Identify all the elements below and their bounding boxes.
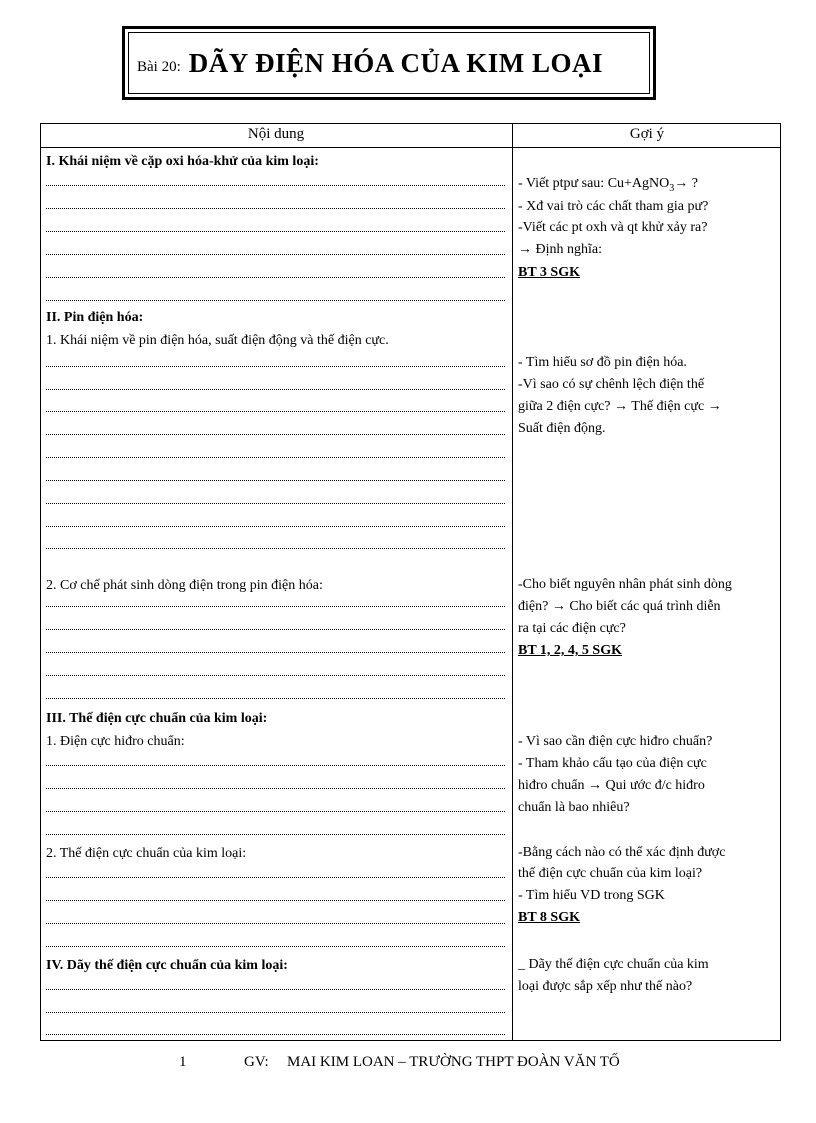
- hint-line: - Xđ vai trò các chất tham gia pư?: [518, 199, 709, 214]
- writing-line: [46, 185, 505, 186]
- section-4-heading: IV. Dãy thế điện cực chuẩn của kim loại:: [46, 958, 288, 973]
- writing-line: [46, 606, 505, 607]
- writing-line: [46, 923, 505, 924]
- hint-line: - Viết ptpư sau: Cu+AgNO$_3$→ ?: [518, 176, 698, 194]
- writing-line: [46, 526, 505, 527]
- writing-line: [46, 900, 505, 901]
- title-frame: [128, 32, 650, 94]
- footer-author: MAI KIM LOAN – TRƯỜNG THPT ĐOÀN VĂN TỐ: [287, 1054, 620, 1070]
- hint-line: -Vì sao có sự chênh lệch điện thế: [518, 377, 705, 392]
- hint-line: _ Dãy thế điện cực chuẩn của kim: [518, 957, 709, 972]
- section-2-heading: II. Pin điện hóa:: [46, 310, 144, 325]
- writing-line: [46, 1012, 505, 1013]
- writing-line: [46, 788, 505, 789]
- writing-line: [46, 300, 505, 301]
- writing-line: [46, 811, 505, 812]
- writing-line: [46, 946, 505, 947]
- writing-line: [46, 698, 505, 699]
- section-2-1-heading: 1. Khái niệm về pin điện hóa, suất điện động và thế điện cực.: [46, 333, 389, 348]
- writing-line: [46, 389, 505, 390]
- exercise-ref: BT 3 SGK: [518, 265, 580, 280]
- page-number: 1: [179, 1054, 187, 1070]
- writing-line: [46, 765, 505, 766]
- writing-line: [46, 989, 505, 990]
- header-content: Nội dung: [247, 126, 305, 142]
- writing-line: [46, 208, 505, 209]
- exercise-ref: BT 8 SGK: [518, 910, 580, 925]
- writing-line: [46, 480, 505, 481]
- arrow-icon: →: [674, 176, 689, 191]
- writing-line: [46, 548, 505, 549]
- header-hint: Gợi ý: [629, 126, 665, 142]
- writing-line: [46, 629, 505, 630]
- hint-line: -Bằng cách nào có thể xác định được: [518, 845, 726, 860]
- header-divider: [40, 147, 781, 148]
- hint-line: loại được sắp xếp như thế nào?: [518, 979, 693, 994]
- hint-line: - Tìm hiểu VD trong SGK: [518, 888, 665, 903]
- column-divider: [512, 123, 513, 1041]
- exercise-ref: BT 1, 2, 4, 5 SGK: [518, 643, 622, 658]
- section-2-2-heading: 2. Cơ chế phát sinh dòng điện trong pin điện hóa:: [46, 578, 323, 593]
- writing-line: [46, 277, 505, 278]
- arrow-icon: →: [587, 778, 602, 793]
- hint-line: - Vì sao cần điện cực hiđro chuẩn?: [518, 734, 713, 749]
- hint-line: điện? → Cho biết các quá trình diễn: [518, 599, 721, 614]
- hint-line: -Cho biết nguyên nhân phát sinh dòng: [518, 577, 732, 592]
- arrow-icon: →: [518, 242, 532, 257]
- writing-line: [46, 877, 505, 878]
- hint-line: - Tìm hiểu sơ đồ pin điện hóa.: [518, 355, 687, 370]
- section-3-heading: III. Thế điện cực chuẩn của kim loại:: [46, 711, 268, 726]
- writing-line: [46, 1034, 505, 1035]
- hint-line: chuẩn là bao nhiêu?: [518, 800, 630, 815]
- writing-line: [46, 457, 505, 458]
- hint-line: - Tham khảo cấu tạo của điện cực: [518, 756, 707, 771]
- section-3-1-heading: 1. Điện cực hiđro chuẩn:: [46, 734, 185, 749]
- writing-line: [46, 231, 505, 232]
- writing-line: [46, 652, 505, 653]
- section-1-heading: I. Khái niệm về cặp oxi hóa-khử của kim loại:: [46, 154, 319, 169]
- hint-line: Suất điện động.: [518, 421, 606, 436]
- lesson-number: Bài 20:: [137, 58, 181, 75]
- arrow-icon: →: [707, 399, 722, 414]
- writing-line: [46, 366, 505, 367]
- section-3-2-heading: 2. Thế điện cực chuẩn của kim loại:: [46, 846, 247, 861]
- hint-line: giữa 2 điện cực? → Thế điện cực →: [518, 399, 722, 414]
- hint-line: thế điện cực chuẩn của kim loại?: [518, 866, 703, 881]
- hint-line: → Định nghĩa:: [518, 242, 602, 257]
- arrow-icon: →: [551, 599, 566, 614]
- writing-line: [46, 254, 505, 255]
- hint-line: hiđro chuẩn → Qui ước đ/c hiđro: [518, 778, 705, 793]
- arrow-icon: →: [614, 399, 629, 414]
- hint-line: -Viết các pt oxh và qt khử xảy ra?: [518, 220, 708, 235]
- footer-gv-label: GV:: [244, 1054, 269, 1070]
- hint-line: ra tại các điện cực?: [518, 621, 626, 636]
- lesson-title: DÃY ĐIỆN HÓA CỦA KIM LOẠI: [188, 47, 604, 78]
- writing-line: [46, 503, 505, 504]
- writing-line: [46, 434, 505, 435]
- writing-line: [46, 675, 505, 676]
- writing-line: [46, 411, 505, 412]
- writing-line: [46, 834, 505, 835]
